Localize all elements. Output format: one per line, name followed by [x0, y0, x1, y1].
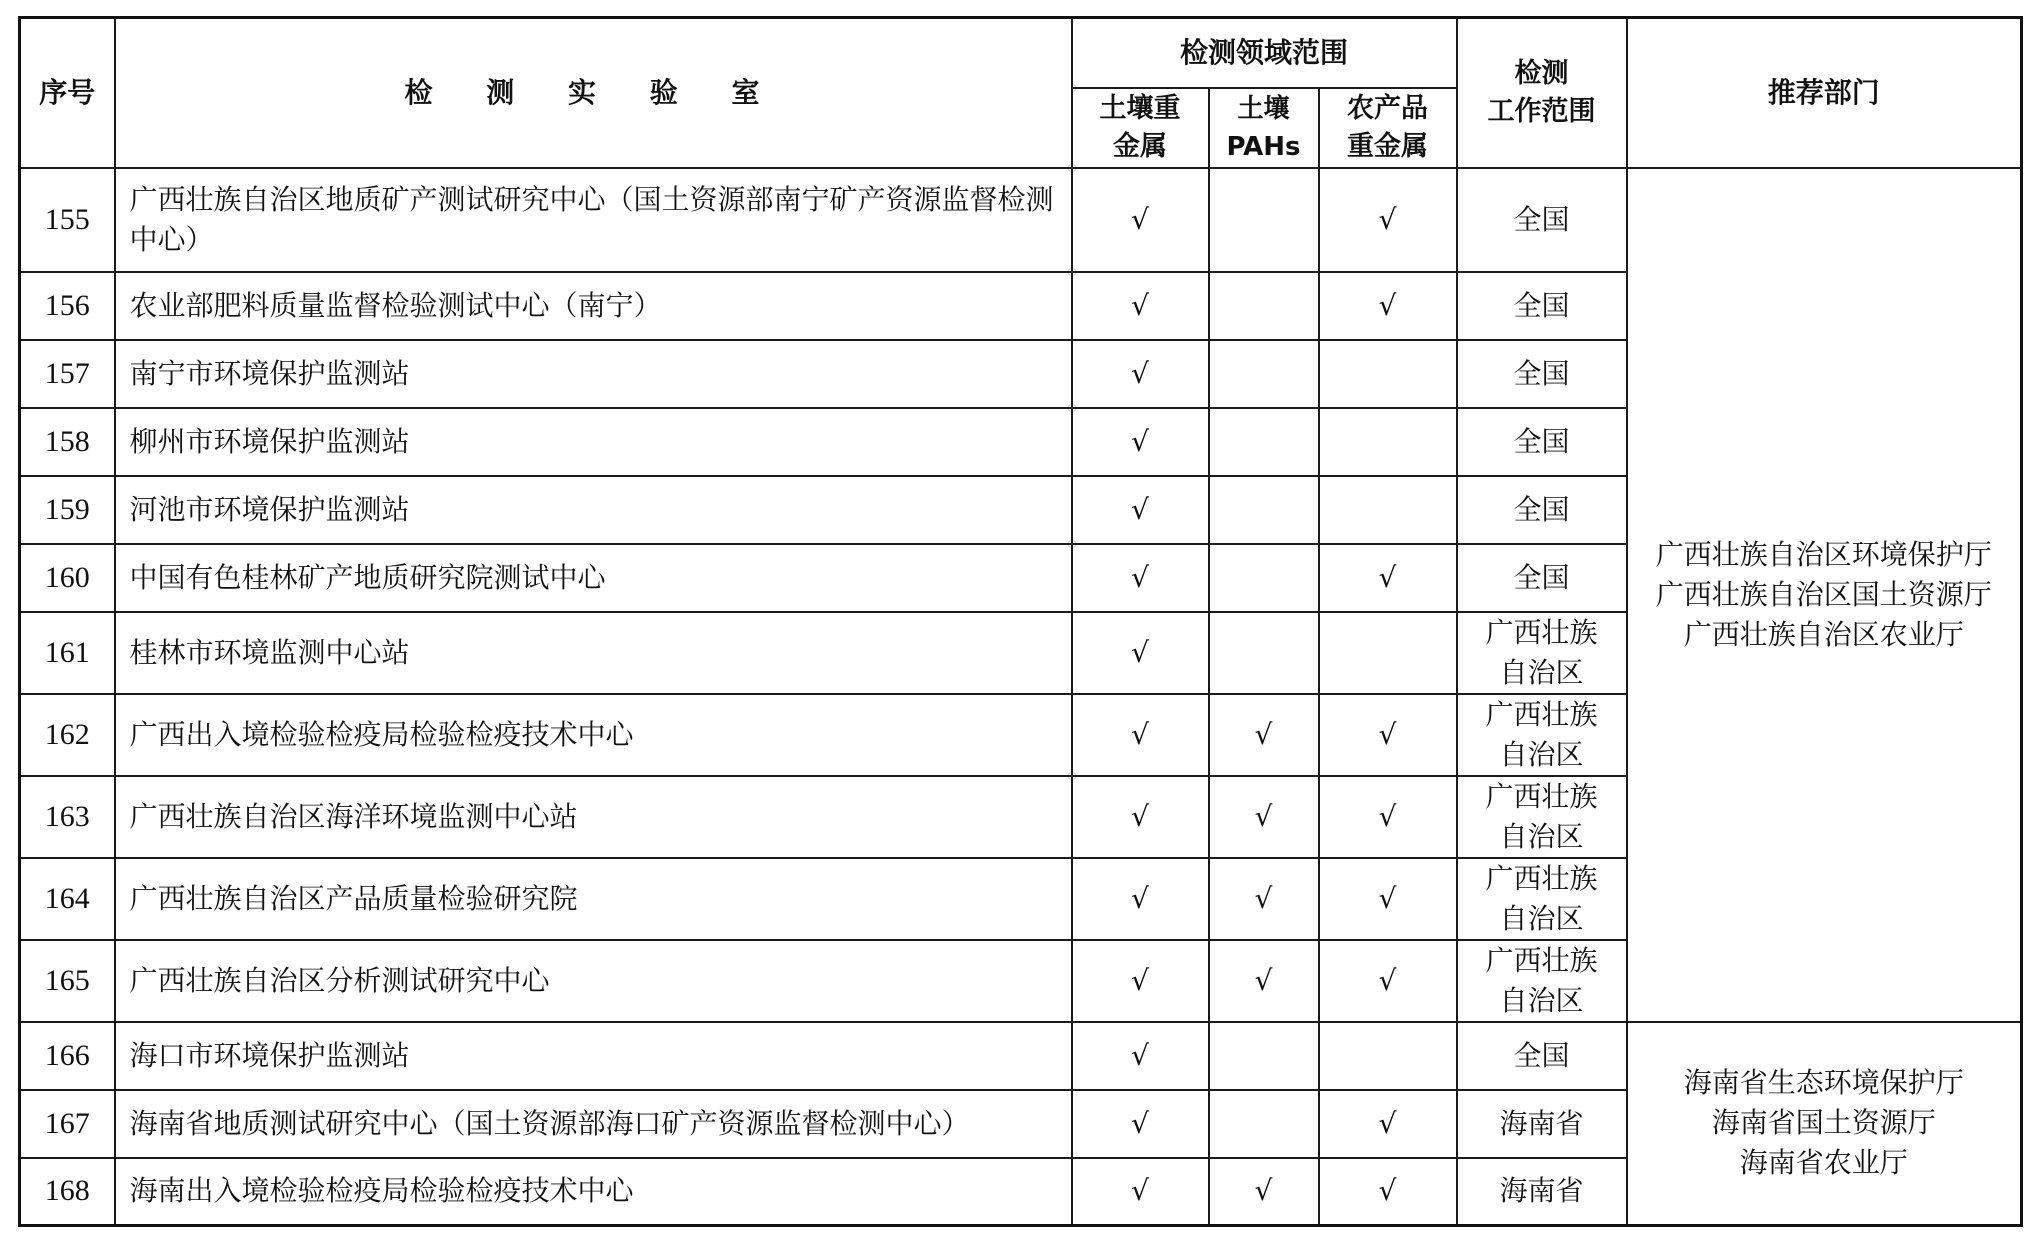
work-scope: 全国 [1457, 1022, 1627, 1090]
lab-name: 桂林市环境监测中心站 [115, 612, 1072, 694]
work-scope: 广西壮族 自治区 [1457, 612, 1627, 694]
check-mark-icon: √ [1131, 717, 1149, 751]
work-scope: 全国 [1457, 168, 1627, 272]
work-scope: 广西壮族 自治区 [1457, 776, 1627, 858]
domain-cell-agri-metal [1319, 272, 1457, 340]
row-number: 155 [20, 168, 115, 272]
domain-cell-soil-pahs [1209, 1158, 1319, 1226]
work-scope: 全国 [1457, 340, 1627, 408]
domain-cell-soil-metal [1072, 544, 1209, 612]
domain-cell-soil-metal [1072, 612, 1209, 694]
work-scope: 全国 [1457, 408, 1627, 476]
domain-cell-soil-metal [1072, 476, 1209, 544]
lab-name: 中国有色桂林矿产地质研究院测试中心 [115, 544, 1072, 612]
check-mark-icon: √ [1378, 881, 1397, 915]
check-mark-icon: √ [1254, 963, 1273, 997]
work-scope: 全国 [1457, 476, 1627, 544]
work-scope: 广西壮族 自治区 [1457, 858, 1627, 940]
lab-name: 广西壮族自治区分析测试研究中心 [115, 940, 1072, 1022]
lab-name: 广西出入境检验检疫局检验检疫技术中心 [115, 694, 1072, 776]
check-mark-icon: √ [1131, 492, 1149, 526]
check-mark-icon: √ [1131, 1038, 1149, 1072]
domain-cell-agri-metal [1319, 1158, 1457, 1226]
domain-cell-soil-pahs [1209, 776, 1319, 858]
domain-cell-soil-metal [1072, 940, 1209, 1022]
header-dept: 推荐部门 [1627, 18, 2022, 168]
check-mark-icon: √ [1131, 202, 1149, 236]
check-mark-icon: √ [1378, 799, 1397, 833]
check-mark-icon: √ [1131, 1174, 1149, 1208]
check-mark-icon: √ [1131, 799, 1149, 833]
domain-cell-agri-metal [1319, 1022, 1457, 1090]
check-mark-icon: √ [1131, 560, 1149, 594]
domain-cell-soil-pahs [1209, 340, 1319, 408]
domain-cell-agri-metal [1319, 1090, 1457, 1158]
lab-name: 海南省地质测试研究中心（国土资源部海口矿产资源监督检测中心） [115, 1090, 1072, 1158]
domain-cell-soil-metal [1072, 1022, 1209, 1090]
check-mark-icon: √ [1378, 202, 1397, 236]
lab-table-sheet [18, 16, 2023, 1227]
domain-cell-soil-metal [1072, 340, 1209, 408]
domain-cell-soil-pahs [1209, 940, 1319, 1022]
row-number: 164 [20, 858, 115, 940]
lab-name: 南宁市环境保护监测站 [115, 340, 1072, 408]
domain-cell-agri-metal [1319, 858, 1457, 940]
domain-cell-agri-metal [1319, 612, 1457, 694]
domain-cell-soil-pahs [1209, 544, 1319, 612]
row-number: 162 [20, 694, 115, 776]
domain-cell-soil-metal [1072, 858, 1209, 940]
check-mark-icon: √ [1254, 881, 1273, 915]
row-number: 167 [20, 1090, 115, 1158]
lab-table [18, 16, 2023, 1227]
domain-cell-soil-pahs [1209, 1090, 1319, 1158]
row-number: 160 [20, 544, 115, 612]
check-mark-icon: √ [1378, 1174, 1397, 1208]
row-number: 157 [20, 340, 115, 408]
domain-cell-agri-metal [1319, 476, 1457, 544]
domain-cell-soil-metal [1072, 694, 1209, 776]
check-mark-icon: √ [1131, 881, 1149, 915]
lab-name: 广西壮族自治区海洋环境监测中心站 [115, 776, 1072, 858]
lab-name: 广西壮族自治区地质矿产测试研究中心（国土资源部南宁矿产资源监督检测中心） [115, 168, 1072, 272]
row-number: 156 [20, 272, 115, 340]
domain-cell-agri-metal [1319, 168, 1457, 272]
table-row [20, 168, 2022, 272]
domain-cell-soil-pahs [1209, 408, 1319, 476]
domain-cell-soil-pahs [1209, 858, 1319, 940]
domain-cell-soil-pahs [1209, 694, 1319, 776]
header-seq: 序号 [20, 18, 115, 168]
check-mark-icon: √ [1378, 560, 1397, 594]
lab-name: 柳州市环境保护监测站 [115, 408, 1072, 476]
check-mark-icon: √ [1378, 963, 1397, 997]
domain-cell-soil-metal [1072, 408, 1209, 476]
domain-cell-soil-pahs [1209, 1022, 1319, 1090]
domain-cell-soil-pahs [1209, 168, 1319, 272]
domain-cell-soil-pahs [1209, 476, 1319, 544]
domain-cell-agri-metal [1319, 694, 1457, 776]
work-scope: 广西壮族 自治区 [1457, 940, 1627, 1022]
domain-cell-soil-metal [1072, 776, 1209, 858]
lab-name: 海口市环境保护监测站 [115, 1022, 1072, 1090]
domain-cell-soil-metal [1072, 168, 1209, 272]
check-mark-icon: √ [1254, 717, 1273, 751]
header-soil-pahs: 土壤 PAHs [1209, 88, 1319, 168]
table-row [20, 1022, 2022, 1090]
work-scope: 全国 [1457, 272, 1627, 340]
check-mark-icon: √ [1378, 288, 1397, 322]
lab-name: 广西壮族自治区产品质量检验研究院 [115, 858, 1072, 940]
lab-name: 海南出入境检验检疫局检验检疫技术中心 [115, 1158, 1072, 1226]
domain-cell-agri-metal [1319, 408, 1457, 476]
row-number: 166 [20, 1022, 115, 1090]
recommending-department: 海南省生态环境保护厅 海南省国土资源厅 海南省农业厅 [1627, 1022, 2022, 1226]
work-scope: 海南省 [1457, 1090, 1627, 1158]
work-scope: 全国 [1457, 544, 1627, 612]
domain-cell-agri-metal [1319, 940, 1457, 1022]
row-number: 165 [20, 940, 115, 1022]
header-agri-metal: 农产品 重金属 [1319, 88, 1457, 168]
check-mark-icon: √ [1131, 424, 1149, 458]
header-scope: 检测 工作范围 [1457, 18, 1627, 168]
domain-cell-soil-pahs [1209, 612, 1319, 694]
lab-table-body [20, 168, 2022, 1226]
row-number: 161 [20, 612, 115, 694]
domain-cell-agri-metal [1319, 544, 1457, 612]
domain-cell-agri-metal [1319, 340, 1457, 408]
check-mark-icon: √ [1131, 288, 1149, 322]
recommending-department: 广西壮族自治区环境保护厅 广西壮族自治区国土资源厅 广西壮族自治区农业厅 [1627, 168, 2022, 1022]
check-mark-icon: √ [1254, 1174, 1273, 1208]
domain-cell-soil-metal [1072, 1158, 1209, 1226]
check-mark-icon: √ [1131, 635, 1149, 669]
check-mark-icon: √ [1131, 356, 1149, 390]
lab-name: 农业部肥料质量监督检验测试中心（南宁） [115, 272, 1072, 340]
header-lab: 检 测 实 验 室 [115, 18, 1072, 168]
domain-cell-soil-metal [1072, 272, 1209, 340]
check-mark-icon: √ [1378, 717, 1397, 751]
domain-cell-soil-pahs [1209, 272, 1319, 340]
row-number: 158 [20, 408, 115, 476]
row-number: 163 [20, 776, 115, 858]
domain-cell-agri-metal [1319, 776, 1457, 858]
check-mark-icon: √ [1378, 1106, 1397, 1140]
domain-cell-soil-metal [1072, 1090, 1209, 1158]
check-mark-icon: √ [1131, 1106, 1149, 1140]
work-scope: 广西壮族 自治区 [1457, 694, 1627, 776]
lab-name: 河池市环境保护监测站 [115, 476, 1072, 544]
check-mark-icon: √ [1131, 963, 1149, 997]
header-soil-metal: 土壤重 金属 [1072, 88, 1209, 168]
row-number: 168 [20, 1158, 115, 1226]
check-mark-icon: √ [1254, 799, 1273, 833]
row-number: 159 [20, 476, 115, 544]
header-domain-group: 检测领域范围 [1072, 18, 1457, 88]
work-scope: 海南省 [1457, 1158, 1627, 1226]
